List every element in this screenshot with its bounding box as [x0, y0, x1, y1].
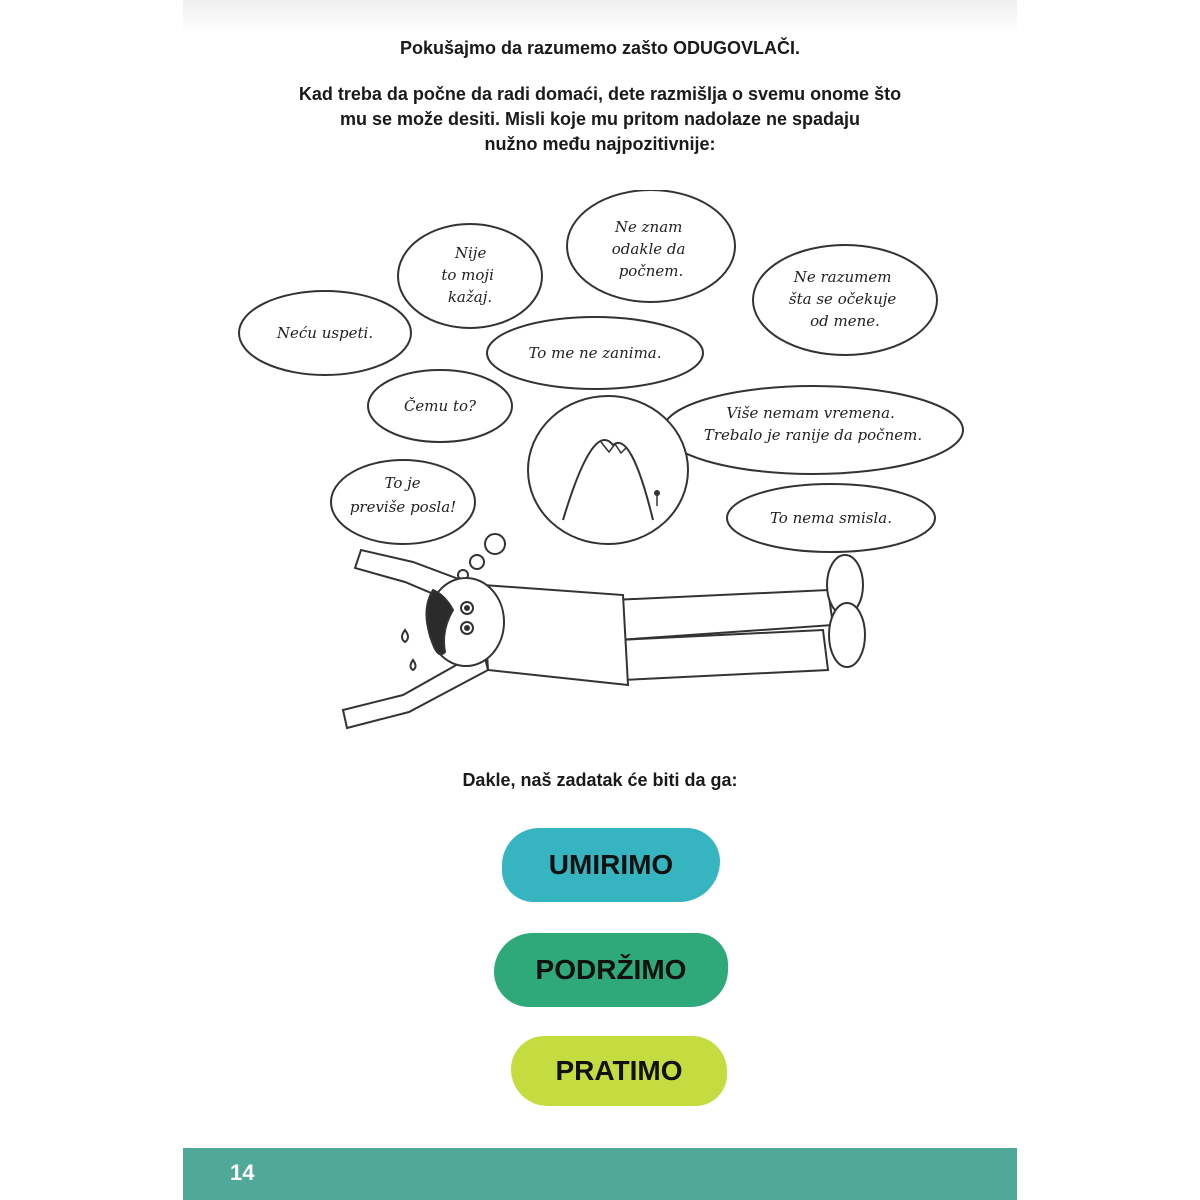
- procrastination-illustration: [183, 190, 1017, 750]
- conclusion-text: Dakle, naš zadatak će biti da ga:: [462, 770, 738, 790]
- task-pill-umirimo: [502, 828, 720, 902]
- intro-paragraph: [243, 82, 957, 157]
- boy-lying-figure: [343, 550, 865, 728]
- task-pill-pratimo: [511, 1036, 727, 1106]
- thought-text: To je previše posla!: [349, 474, 457, 516]
- task-pill-podrzimo: [494, 933, 728, 1007]
- thought-text: Ne razumem šta se očekuje od mene.: [788, 268, 897, 330]
- task-label: UMIRIMO: [548, 849, 674, 880]
- thought-cloud: [398, 224, 542, 328]
- thought-text: Više nemam vremena. Trebalo je ranije da počnem.: [703, 404, 923, 444]
- page-number: 14: [230, 1160, 255, 1185]
- page-footer: [183, 1148, 1017, 1200]
- thought-text: Nije to moji kažaj.: [441, 244, 494, 306]
- thought-bubble: [485, 534, 505, 554]
- thought-text: Neću uspeti.: [276, 324, 374, 342]
- thought-cloud: [487, 317, 703, 389]
- thought-text: To me ne zanima.: [528, 344, 662, 362]
- thought-cloud: [753, 245, 937, 355]
- thought-bubble: [470, 555, 484, 569]
- intro-line: nužno među najpozitivnije:: [484, 134, 716, 154]
- intro-line: mu se može desiti. Misli koje mu pritom nadolaze ne spadaju: [339, 109, 861, 129]
- book-page: [183, 0, 1017, 1200]
- thought-cloud: [727, 484, 935, 552]
- task-label: PODRŽIMO: [535, 954, 687, 985]
- thought-cloud: [663, 386, 963, 474]
- thought-cloud: [239, 291, 411, 375]
- thought-text: To nema smisla.: [769, 509, 893, 527]
- thought-text: Čemu to?: [403, 397, 477, 415]
- intro-line: Kad treba da počne da radi domaći, dete razmišlja o svemu onome što: [298, 84, 902, 104]
- thought-cloud: [567, 190, 735, 302]
- thought-cloud: [331, 460, 475, 544]
- task-label: PRATIMO: [555, 1055, 683, 1086]
- mountain-thought-cloud: [528, 396, 688, 544]
- thought-cloud: [368, 370, 512, 442]
- thought-text: Ne znam odakle da počnem.: [611, 218, 686, 280]
- page-title: Pokušajmo da razumemo zašto ODUGOVLAČI.: [399, 38, 801, 58]
